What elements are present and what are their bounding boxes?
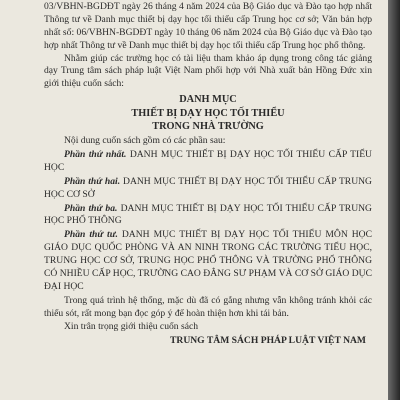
part-title: DANH MỤC THIẾT BỊ DẠY HỌC TỐI THIỂU MÔN HỌC GIÁO DỤC QUỐC PHÒNG VÀ AN NINH TRONG CÁC TRƯỜNG TIỂU HỌC, TRUNG HỌC CƠ SỞ, TRUNG HỌC PHỔ THÔNG VÀ TRƯỜNG PHỔ THÔNG CÓ NHIỀU CẤP HỌC, TRƯỜNG CAO ĐẲNG SƯ PHẠM VÀ CƠ SỞ GIÁO DỤC ĐẠI HỌC: [44, 229, 373, 292]
part-item: [44, 149, 372, 175]
part-title: DANH MỤC THIẾT BỊ DẠY HỌC TỐI THIỂU CẤP TRUNG HỌC PHỔ THÔNG: [44, 202, 372, 227]
part-item: [44, 176, 372, 202]
thanks-line: Xin trân trọng giới thiệu cuốn sách: [64, 320, 199, 332]
title-heading-3: TRONG NHÀ TRƯỜNG: [152, 121, 264, 133]
part-label: Phần thứ tư.: [64, 229, 118, 241]
part-title: DANH MỤC THIẾT BỊ DẠY HỌC TỐI THIỂU CẤP TIỂU HỌC: [44, 148, 372, 173]
part-label: Phần thứ ba.: [64, 202, 118, 214]
closing-paragraph: Trong quá trình hệ thống, mặc dù đã có gắng nhưng vẫn không tránh khỏi các thiếu sót, rất mong bạn đọc góp ý để hoàn thiện hơn khi tái bản.: [44, 294, 372, 319]
intro-paragraph: 03/VBHN-BGDĐT ngày 26 tháng 4 năm 2024 của Bộ Giáo dục và Đào tạo hợp nhất Thông tư về Danh mục thiết bị dạy học tối thiểu cấp Trung học cơ sở; Văn bản hợp nhất số: 06/VBHN-BGDĐT ngày 10 tháng 06 năm 2024 của Bộ Giáo dục và Đào tạo hợp nhất Thông tư về Danh mục thiết bị dạy học tối thiểu cấp Trung học phổ thông.: [44, 0, 372, 51]
part-label: Phần thứ hai.: [64, 175, 121, 187]
help-paragraph: Nhằm giúp các trường học có tài liệu tham khảo áp dụng trong công tác giảng dạy Trung tâm sách pháp luật Việt Nam phối hợp với Nhà xuất bản Hồng Đức xin giới thiệu cuốn sách:: [44, 52, 372, 90]
part-label: Phần thứ nhất.: [64, 148, 127, 160]
page-edge-shadow: [388, 0, 400, 400]
signature: TRUNG TÂM SÁCH PHÁP LUẬT VIỆT NAM: [170, 334, 366, 346]
contents-intro: Nội dung cuốn sách gồm có các phần sau:: [64, 135, 226, 147]
part-item: [44, 203, 372, 229]
title-heading-2: THIẾT BỊ DẠY HỌC TỐI THIỂU: [131, 107, 285, 119]
part-item: [44, 229, 372, 294]
part-title: DANH MỤC THIẾT BỊ DẠY HỌC TỐI THIỂU CẤP TRUNG HỌC CƠ SỞ: [44, 175, 372, 200]
title-heading-1: DANH MỤC: [179, 94, 237, 106]
